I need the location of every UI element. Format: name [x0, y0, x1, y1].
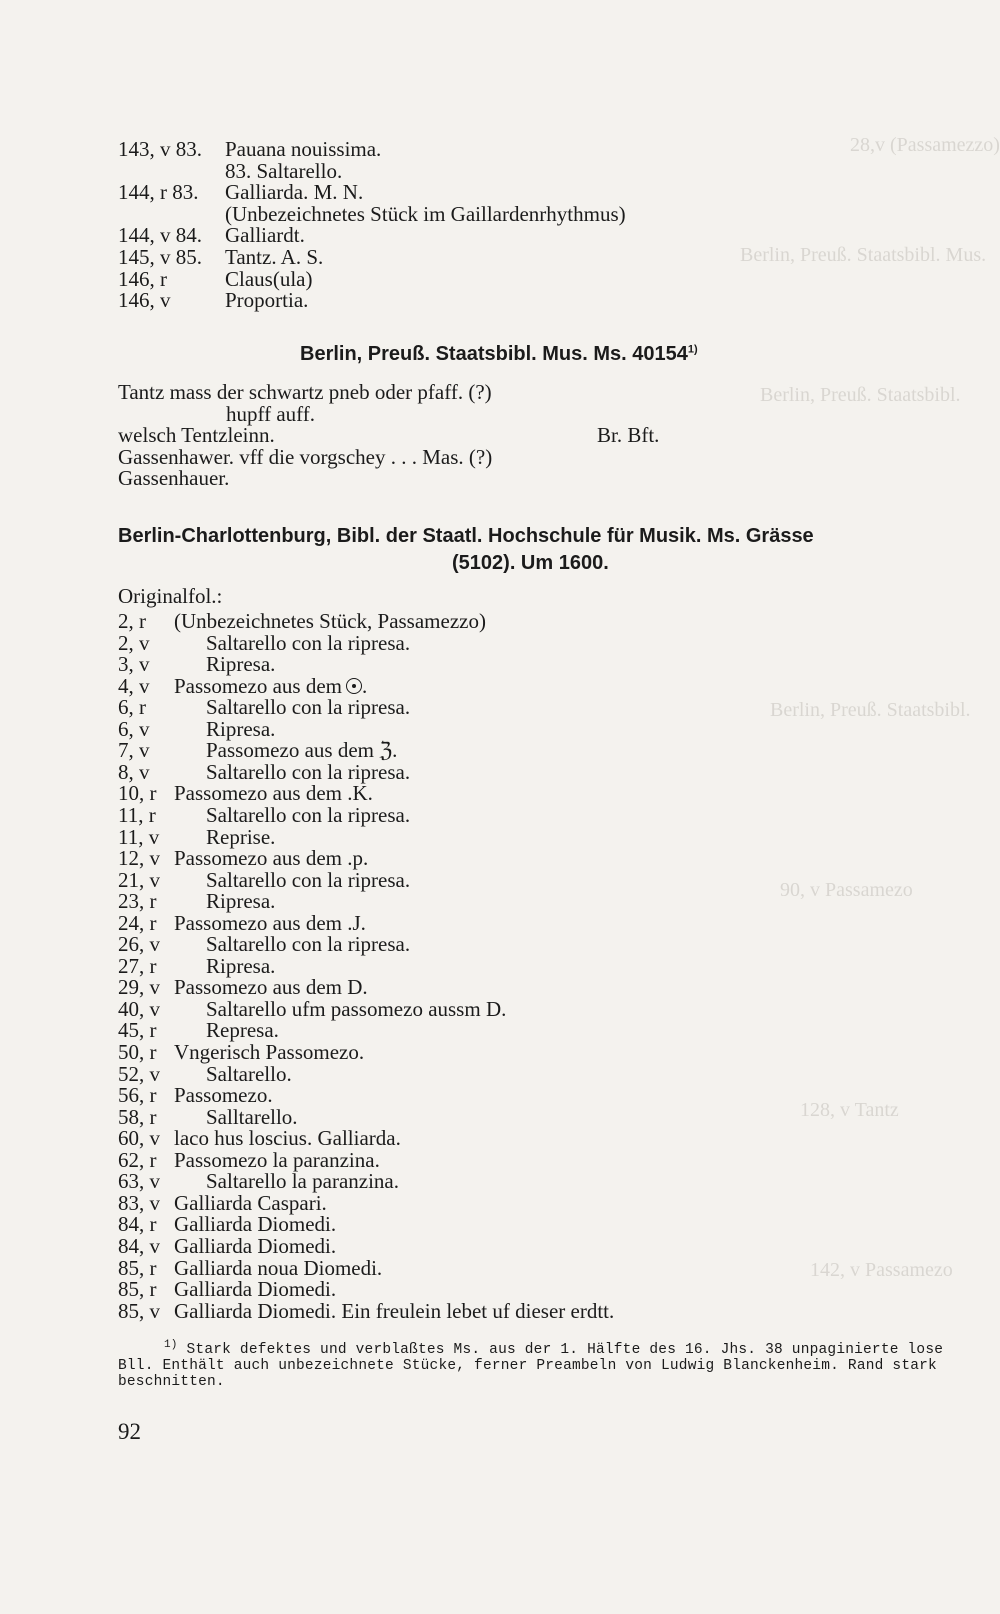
piece-title: Represa. [206, 1018, 279, 1043]
piece-title: Passomezo aus dem . [174, 673, 368, 698]
piece-title: Saltarello. [206, 1061, 292, 1086]
entry-row [118, 423, 275, 447]
folio-number: 3, v [118, 652, 150, 677]
piece-title: Passomezo aus dem D. [174, 975, 368, 1000]
footnote [118, 1339, 963, 1390]
piece-title: Saltarello con la ripresa. [206, 802, 411, 827]
folio-number: 144, v 84. [118, 223, 202, 248]
piece-title: Ripresa. [206, 652, 276, 677]
footnote-marker: 1) [164, 1339, 178, 1352]
piece-title: Tantz mass der schwartz pneb oder pfaff. (?) [118, 380, 492, 404]
piece-title: (Unbezeichnetes Stück, Passamezzo) [174, 609, 486, 633]
piece-title: Salltarello. [206, 1104, 298, 1129]
piece-title: welsch Tentzleinn. [118, 423, 275, 448]
folio-number: 143, v 83. [118, 137, 202, 161]
folio-number: 4, v [118, 673, 150, 698]
piece-title: Vngerisch Passomezo. [174, 1040, 365, 1064]
folio-number: 62, r [118, 1147, 157, 1172]
folio-number: 56, r [118, 1083, 157, 1108]
piece-title: Galliarda Diomedi. [174, 1212, 337, 1237]
piece-attribution: Br. Bft. [597, 423, 660, 448]
folio-number: 40, v [118, 996, 160, 1021]
folio-number: 52, v [118, 1061, 160, 1086]
folio-number: 11, r [118, 802, 156, 827]
piece-title: Gassenhauer. [118, 466, 230, 491]
piece-title: Pauana nouissima. [225, 137, 382, 161]
piece-title: Saltarello la paranzina. [206, 1169, 399, 1194]
source-heading-berlin-staatsbibl: Berlin, Preuß. Staatsbibl. Mus. Ms. 40154$^{1)}$ [300, 343, 698, 365]
folio-number: 63, v [118, 1169, 160, 1194]
source-heading-charlottenburg: Berlin-Charlottenburg, Bibl. der Staatl. Hochschule für Musik. Ms. Grässe [118, 525, 814, 547]
piece-title: Claus(ula) [225, 266, 313, 291]
piece-title: Saltarello ufm passomezo aussm D. [206, 996, 507, 1021]
folio-number: 7, v [118, 738, 150, 763]
folio-number: 60, v [118, 1126, 160, 1151]
folio-number: 146, v [118, 288, 171, 313]
piece-title: 83. Saltarello. [225, 158, 343, 183]
folio-number: 85, r [118, 1277, 157, 1302]
entry-row [226, 402, 315, 426]
piece-title: Passomezo aus dem .K. [174, 781, 373, 806]
piece-title: Proportia. [225, 288, 309, 313]
piece-title: Galliarda noua Diomedi. [174, 1255, 383, 1280]
piece-title: Galliarda Diomedi. [174, 1277, 337, 1302]
source-heading-charlottenburg-line2: (5102). Um 1600. [452, 552, 609, 574]
piece-title: Ripresa. [206, 889, 276, 914]
piece-title: hupff auff. [226, 401, 316, 426]
folio-number: 84, v [118, 1233, 160, 1258]
folio-number: 11, v [118, 824, 160, 849]
folio-number: 2, v [118, 630, 150, 655]
piece-title: Ripresa. [206, 716, 276, 741]
piece-title: Saltarello con la ripresa. [206, 759, 411, 784]
piece-title: Saltarello con la ripresa. [206, 932, 411, 957]
folio-number: 27, r [118, 953, 157, 978]
folio-number: 146, r [118, 266, 167, 291]
footnote-text: Stark defektes und verblaßtes Ms. aus der 1. Hälfte des 16. Jhs. 38 unpaginierte lose Bll. Enthält auch unbezeichnete Stücke, ferner Preambeln von Ludwig Blanckenheim. Rand stark beschnitten. [118, 1342, 944, 1390]
piece-title: Galliardt. [225, 223, 305, 248]
piece-title: (Unbezeichnetes Stück im Gaillardenrhythmus) [225, 201, 626, 226]
folio-number: 29, v [118, 975, 160, 1000]
piece-title: Saltarello con la ripresa. [206, 630, 411, 655]
period: . [361, 673, 368, 698]
page-number: 92 [118, 1419, 141, 1444]
piece-title: Passomezo aus dem .p. [174, 846, 369, 871]
folio-number: 50, r [118, 1040, 157, 1064]
entry-row [118, 466, 229, 490]
folio-number: 12, v [118, 846, 160, 871]
piece-title: Passomezo aus dem .J. [174, 910, 366, 935]
folio-number: 145, v 85. [118, 245, 202, 269]
piece-title: Tantz. A. S. [225, 245, 324, 269]
folio-number: 6, r [118, 695, 146, 720]
folio-number: 8, v [118, 759, 150, 784]
folio-number: 21, v [118, 867, 160, 892]
piece-title: Galliarda Caspari. [174, 1190, 327, 1215]
piece-title: Passomezo la paranzina. [174, 1147, 380, 1172]
folio-number: 10, r [118, 781, 157, 806]
folio-number: 45, r [118, 1018, 157, 1043]
entry-row [118, 445, 492, 469]
piece-title: Passomezo. [174, 1083, 273, 1108]
piece-title: Galliarda Diomedi. [174, 1233, 337, 1258]
folio-number: 85, r [118, 1255, 157, 1280]
folio-number: 6, v [118, 716, 150, 741]
piece-title: Saltarello con la ripresa. [206, 695, 411, 720]
folio-number: 24, r [118, 910, 157, 935]
folio-number: 23, r [118, 889, 157, 914]
piece-title: Ripresa. [206, 953, 276, 978]
folio-number: 58, r [118, 1104, 157, 1129]
book-page: 28,v (Passamezzo) Berlin, Preuß. Staatsbibl. Mus. Berlin, Preuß. Staatsbibl. Berlin, Preuß. Staatsbibl. 90, v Passamezo 128, v Tantz 142, v Passamezo 143, v 83. Pauana nouissima. 83. Saltarello. 144, r 83. Galliarda. M. N. (Unbezeichnetes Stück im Gaillardenrhythmus) 144, v 84. Galliardt. 145, v 85. Tantz. A. S. 146, r Claus(ula) 146, v Proportia. Berlin, Preuß. Staatsbibl. Mus. Ms. 40154$^{1)}$ Tantz mass der schwartz pneb oder pfaff. (?) hupff auff. welsch Tentzleinn. Br. Bft. Gassenhawer. vff die vorgschey . . . Mas. (?) Gassenhauer. Berlin-Charlottenburg, Bibl. der Staatl. Hochschule für Musik. Ms. Grässe (5102). Um 1600. Originalfol.: 2, r (Unbezeichnetes Stück, Passamezzo) 2, v Saltarello con la ripresa. 3, v Ripresa. 4, v Passomezo aus dem . 6, r Saltarello con la ripresa. 6, v Ripresa. 7, v Passomezo aus dem ℨ. 8, v Saltarello con la ripresa. 10, r Passomezo aus dem .K. 11, r Saltarello con la ripresa. 11, v Reprise. 12, v Passomezo aus dem .p. 21, v Saltarello con la ripresa. 23, r Ripresa. 24, r Passomezo aus dem .J. 26, v Saltarello con la ripresa. 27, r Ripresa. 29, v Passomezo aus dem D. 40, v Saltarello ufm passomezo aussm D. 45, r Represa. 50, r Vngerisch Passomezo. 52, v Saltarello. 56, r Passomezo. 58, r Salltarello. 60, v laco hus loscius. Galliarda. 62, r Passomezo la paranzina. 63, v Saltarello la paranzina. 83, v Galliarda Caspari. 84, r Galliarda Diomedi. 84, v Galliarda Diomedi. 85, r Galliarda noua Diomedi. 85, r Galliarda Diomedi. 85, v Galliarda Diomedi. Ein freulein lebet uf dieser erdtt. $^{1)}$ Stark defektes und verblaßtes Ms. aus der 1. Hälfte des 16. Jhs. 38 unpaginierte lose Bll. Enthält auch unbezeichnete Stücke, ferner Preambeln von Ludwig Blanckenheim. Rand stark beschnitten. 92 [118, 134, 1000, 1444]
footnote-ref: 1) [687, 343, 698, 356]
folio-number: 26, v [118, 932, 160, 957]
piece-title: Reprise. [206, 824, 276, 849]
originalfol-label: Originalfol.: [118, 584, 223, 608]
piece-title: Galliarda. M. N. [225, 180, 364, 205]
folio-number: 2, r [118, 609, 146, 633]
folio-number: 85, v [118, 1298, 160, 1323]
folio-number: 83, v [118, 1190, 160, 1215]
piece-title: Saltarello con la ripresa. [206, 867, 411, 892]
entry-row [118, 380, 492, 404]
folio-number: 144, r 83. [118, 180, 199, 205]
circle-dot-icon [346, 678, 362, 694]
piece-title: Gassenhawer. vff die vorgschey . . . Mas. (?) [118, 444, 493, 469]
piece-title: Passomezo aus dem ℨ. [206, 738, 398, 763]
piece-title: laco hus loscius. Galliarda. [174, 1126, 401, 1151]
folio-number: 84, r [118, 1212, 157, 1237]
piece-title: Galliarda Diomedi. Ein freulein lebet uf dieser erdtt. [174, 1298, 615, 1323]
